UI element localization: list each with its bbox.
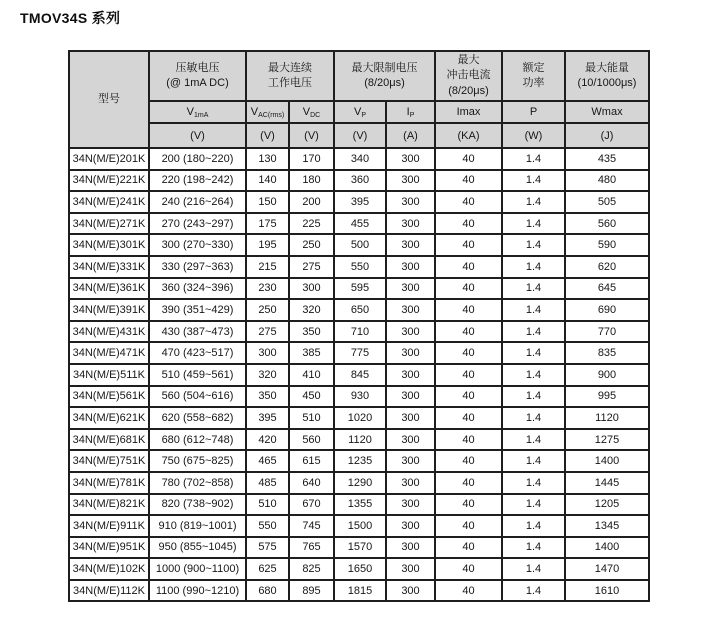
value-cell: 40: [435, 450, 502, 472]
unit-cell: (KA): [435, 123, 502, 148]
value-cell: 40: [435, 148, 502, 170]
value-cell: 270 (243~297): [149, 213, 246, 235]
header-model: 型号: [69, 51, 149, 148]
unit-cell: (V): [246, 123, 289, 148]
value-cell: 40: [435, 386, 502, 408]
symbol-ip: $I_P$: [386, 101, 435, 123]
table-row: [69, 299, 649, 321]
header-group-max-energy: [565, 51, 649, 101]
value-cell: 1500: [334, 515, 386, 537]
value-cell: 300: [386, 256, 435, 278]
value-cell: 550: [334, 256, 386, 278]
value-cell: 680: [246, 580, 289, 602]
model-cell: 34N(M/E)301K: [69, 234, 149, 256]
value-cell: 750 (675~825): [149, 450, 246, 472]
value-cell: 845: [334, 364, 386, 386]
value-cell: 1.4: [502, 191, 565, 213]
value-cell: 320: [246, 364, 289, 386]
value-cell: 175: [246, 213, 289, 235]
unit-cell: (W): [502, 123, 565, 148]
value-cell: 595: [334, 278, 386, 300]
value-cell: 40: [435, 342, 502, 364]
value-cell: 275: [246, 321, 289, 343]
value-cell: 200 (180~220): [149, 148, 246, 170]
value-cell: 510: [289, 407, 334, 429]
value-cell: 745: [289, 515, 334, 537]
value-cell: 320: [289, 299, 334, 321]
model-cell: 34N(M/E)361K: [69, 278, 149, 300]
table-row: [69, 537, 649, 559]
value-cell: 300: [386, 537, 435, 559]
value-cell: 820 (738~902): [149, 494, 246, 516]
model-cell: 34N(M/E)821K: [69, 494, 149, 516]
value-cell: 40: [435, 364, 502, 386]
model-cell: 34N(M/E)221K: [69, 170, 149, 192]
header-line: 功率: [522, 77, 545, 89]
value-cell: 670: [289, 494, 334, 516]
value-cell: 770: [565, 321, 649, 343]
value-cell: 1.4: [502, 429, 565, 451]
table-row: [69, 494, 649, 516]
value-cell: 330 (297~363): [149, 256, 246, 278]
value-cell: 1.4: [502, 558, 565, 580]
value-cell: 505: [565, 191, 649, 213]
table-row: [69, 234, 649, 256]
value-cell: 1.4: [502, 170, 565, 192]
header-unit-row: [69, 123, 649, 148]
unit-cell: (V): [334, 123, 386, 148]
value-cell: 950 (855~1045): [149, 537, 246, 559]
value-cell: 1020: [334, 407, 386, 429]
value-cell: 510: [246, 494, 289, 516]
value-cell: 640: [289, 472, 334, 494]
value-cell: 360: [334, 170, 386, 192]
value-cell: 300: [386, 364, 435, 386]
header-group-max-surge-current: [435, 51, 502, 101]
unit-cell: (V): [149, 123, 246, 148]
header-line: 最大能量: [585, 61, 629, 74]
table-row: [69, 364, 649, 386]
value-cell: 690: [565, 299, 649, 321]
unit-cell: (V): [289, 123, 334, 148]
symbol-v1ma: $V_{1mA}$: [149, 101, 246, 123]
unit-cell: (A): [386, 123, 435, 148]
value-cell: 230: [246, 278, 289, 300]
value-cell: 780 (702~858): [149, 472, 246, 494]
header-group-max-clamping-voltage: [334, 51, 435, 101]
value-cell: 1470: [565, 558, 649, 580]
value-cell: 240 (216~264): [149, 191, 246, 213]
value-cell: 40: [435, 558, 502, 580]
value-cell: 300: [386, 170, 435, 192]
value-cell: 1000 (900~1100): [149, 558, 246, 580]
value-cell: 1.4: [502, 494, 565, 516]
value-cell: 1120: [565, 407, 649, 429]
header-line: (8/20μs): [448, 84, 489, 97]
value-cell: 900: [565, 364, 649, 386]
value-cell: 680 (612~748): [149, 429, 246, 451]
model-cell: 34N(M/E)511K: [69, 364, 149, 386]
value-cell: 1650: [334, 558, 386, 580]
value-cell: 1610: [565, 580, 649, 602]
value-cell: 180: [289, 170, 334, 192]
table-header: [69, 51, 649, 148]
value-cell: 1.4: [502, 234, 565, 256]
value-cell: 300: [386, 148, 435, 170]
value-cell: 910 (819~1001): [149, 515, 246, 537]
value-cell: 1205: [565, 494, 649, 516]
value-cell: 420: [246, 429, 289, 451]
value-cell: 390 (351~429): [149, 299, 246, 321]
value-cell: 835: [565, 342, 649, 364]
value-cell: 1.4: [502, 450, 565, 472]
value-cell: 300 (270~330): [149, 234, 246, 256]
value-cell: 1.4: [502, 364, 565, 386]
value-cell: 1100 (990~1210): [149, 580, 246, 602]
model-cell: 34N(M/E)102K: [69, 558, 149, 580]
value-cell: 560: [289, 429, 334, 451]
value-cell: 1570: [334, 537, 386, 559]
value-cell: 40: [435, 191, 502, 213]
spec-table: [68, 50, 650, 602]
model-cell: 34N(M/E)331K: [69, 256, 149, 278]
table-body: [69, 148, 649, 601]
symbol-vacrms: $V_{AC(rms)}$: [246, 101, 289, 123]
value-cell: 300: [246, 342, 289, 364]
table-row: [69, 429, 649, 451]
value-cell: 500: [334, 234, 386, 256]
header-group-row: [69, 51, 649, 101]
value-cell: 450: [289, 386, 334, 408]
value-cell: 895: [289, 580, 334, 602]
value-cell: 430 (387~473): [149, 321, 246, 343]
value-cell: 220 (198~242): [149, 170, 246, 192]
value-cell: 40: [435, 170, 502, 192]
value-cell: 710: [334, 321, 386, 343]
symbol-vp: $V_P$: [334, 101, 386, 123]
value-cell: 40: [435, 537, 502, 559]
value-cell: 40: [435, 494, 502, 516]
model-cell: 34N(M/E)951K: [69, 537, 149, 559]
value-cell: 575: [246, 537, 289, 559]
value-cell: 1.4: [502, 342, 565, 364]
value-cell: 340: [334, 148, 386, 170]
value-cell: 1235: [334, 450, 386, 472]
value-cell: 300: [386, 558, 435, 580]
value-cell: 1.4: [502, 321, 565, 343]
value-cell: 40: [435, 213, 502, 235]
value-cell: 40: [435, 234, 502, 256]
value-cell: 300: [386, 580, 435, 602]
model-cell: 34N(M/E)751K: [69, 450, 149, 472]
table-row: [69, 191, 649, 213]
table-row: [69, 450, 649, 472]
table-row: [69, 213, 649, 235]
model-cell: 34N(M/E)621K: [69, 407, 149, 429]
value-cell: 140: [246, 170, 289, 192]
table-row: [69, 386, 649, 408]
value-cell: 930: [334, 386, 386, 408]
header-line: 工作电压: [268, 77, 312, 89]
value-cell: 625: [246, 558, 289, 580]
model-cell: 34N(M/E)911K: [69, 515, 149, 537]
value-cell: 170: [289, 148, 334, 170]
value-cell: 300: [386, 515, 435, 537]
model-cell: 34N(M/E)201K: [69, 148, 149, 170]
header-line: 最大连续: [268, 61, 312, 74]
value-cell: 300: [386, 386, 435, 408]
value-cell: 825: [289, 558, 334, 580]
value-cell: 300: [289, 278, 334, 300]
header-line: (10/1000μs): [577, 77, 637, 89]
page-title: TMOV34S 系列: [20, 10, 121, 26]
header-group-rated-power: [502, 51, 565, 101]
model-cell: 34N(M/E)681K: [69, 429, 149, 451]
header-line: 压敏电压: [175, 61, 220, 74]
header-line: (@ 1mA DC): [166, 77, 229, 89]
value-cell: 130: [246, 148, 289, 170]
value-cell: 40: [435, 278, 502, 300]
value-cell: 1.4: [502, 407, 565, 429]
table-row: [69, 580, 649, 602]
table-row: [69, 148, 649, 170]
symbol-vdc: $V_{DC}$: [289, 101, 334, 123]
value-cell: 300: [386, 494, 435, 516]
value-cell: 350: [246, 386, 289, 408]
symbol-wmax: Wmax: [565, 101, 649, 123]
value-cell: 650: [334, 299, 386, 321]
value-cell: 300: [386, 472, 435, 494]
value-cell: 300: [386, 278, 435, 300]
table-row: [69, 342, 649, 364]
value-cell: 395: [246, 407, 289, 429]
table-row: [69, 407, 649, 429]
symbol-imax: Imax: [435, 101, 502, 123]
value-cell: 300: [386, 234, 435, 256]
value-cell: 510 (459~561): [149, 364, 246, 386]
header-line: 最大限制电压: [351, 61, 418, 74]
value-cell: 645: [565, 278, 649, 300]
table-row: [69, 278, 649, 300]
value-cell: 200: [289, 191, 334, 213]
value-cell: 455: [334, 213, 386, 235]
value-cell: 1445: [565, 472, 649, 494]
model-cell: 34N(M/E)271K: [69, 213, 149, 235]
value-cell: 150: [246, 191, 289, 213]
value-cell: 995: [565, 386, 649, 408]
value-cell: 395: [334, 191, 386, 213]
value-cell: 550: [246, 515, 289, 537]
header-group-max-continuous-voltage: [246, 51, 334, 101]
value-cell: 40: [435, 407, 502, 429]
value-cell: 480: [565, 170, 649, 192]
value-cell: 300: [386, 429, 435, 451]
header-line: 冲击电流: [446, 69, 491, 82]
value-cell: 350: [289, 321, 334, 343]
value-cell: 1815: [334, 580, 386, 602]
value-cell: 620 (558~682): [149, 407, 246, 429]
value-cell: 765: [289, 537, 334, 559]
value-cell: 620: [565, 256, 649, 278]
value-cell: 225: [289, 213, 334, 235]
model-cell: 34N(M/E)112K: [69, 580, 149, 602]
value-cell: 590: [565, 234, 649, 256]
value-cell: 485: [246, 472, 289, 494]
value-cell: 1.4: [502, 386, 565, 408]
value-cell: 40: [435, 299, 502, 321]
header-line: (8/20μs): [364, 77, 405, 89]
value-cell: 1.4: [502, 515, 565, 537]
value-cell: 1.4: [502, 278, 565, 300]
value-cell: 1400: [565, 450, 649, 472]
value-cell: 300: [386, 450, 435, 472]
table-row: [69, 321, 649, 343]
model-cell: 34N(M/E)241K: [69, 191, 149, 213]
value-cell: 1355: [334, 494, 386, 516]
value-cell: 1.4: [502, 213, 565, 235]
value-cell: 40: [435, 515, 502, 537]
value-cell: 435: [565, 148, 649, 170]
value-cell: 560: [565, 213, 649, 235]
value-cell: 615: [289, 450, 334, 472]
value-cell: 40: [435, 429, 502, 451]
table-row: [69, 256, 649, 278]
value-cell: 1.4: [502, 537, 565, 559]
value-cell: 1120: [334, 429, 386, 451]
value-cell: 40: [435, 580, 502, 602]
value-cell: 360 (324~396): [149, 278, 246, 300]
value-cell: 195: [246, 234, 289, 256]
value-cell: 300: [386, 299, 435, 321]
value-cell: 1.4: [502, 148, 565, 170]
value-cell: 1345: [565, 515, 649, 537]
table-row: [69, 170, 649, 192]
model-cell: 34N(M/E)561K: [69, 386, 149, 408]
value-cell: 250: [246, 299, 289, 321]
value-cell: 300: [386, 342, 435, 364]
table-row: [69, 472, 649, 494]
value-cell: 1.4: [502, 299, 565, 321]
value-cell: 40: [435, 256, 502, 278]
value-cell: 1290: [334, 472, 386, 494]
value-cell: 560 (504~616): [149, 386, 246, 408]
value-cell: 300: [386, 321, 435, 343]
value-cell: 1.4: [502, 256, 565, 278]
unit-cell: (J): [565, 123, 649, 148]
header-group-varistor-voltage: [149, 51, 246, 101]
value-cell: 40: [435, 321, 502, 343]
model-cell: 34N(M/E)781K: [69, 472, 149, 494]
header-symbol-row: [69, 101, 649, 123]
value-cell: 300: [386, 407, 435, 429]
value-cell: 385: [289, 342, 334, 364]
value-cell: 40: [435, 472, 502, 494]
value-cell: 775: [334, 342, 386, 364]
model-cell: 34N(M/E)471K: [69, 342, 149, 364]
value-cell: 1275: [565, 429, 649, 451]
value-cell: 1400: [565, 537, 649, 559]
table-row: [69, 515, 649, 537]
table-row: [69, 558, 649, 580]
value-cell: 300: [386, 191, 435, 213]
value-cell: 410: [289, 364, 334, 386]
value-cell: 300: [386, 213, 435, 235]
value-cell: 1.4: [502, 472, 565, 494]
value-cell: 1.4: [502, 580, 565, 602]
header-line: 额定: [522, 61, 545, 74]
value-cell: 470 (423~517): [149, 342, 246, 364]
value-cell: 465: [246, 450, 289, 472]
model-cell: 34N(M/E)431K: [69, 321, 149, 343]
value-cell: 250: [289, 234, 334, 256]
value-cell: 215: [246, 256, 289, 278]
model-cell: 34N(M/E)391K: [69, 299, 149, 321]
header-line: 最大: [457, 53, 480, 66]
symbol-p: P: [502, 101, 565, 123]
value-cell: 275: [289, 256, 334, 278]
